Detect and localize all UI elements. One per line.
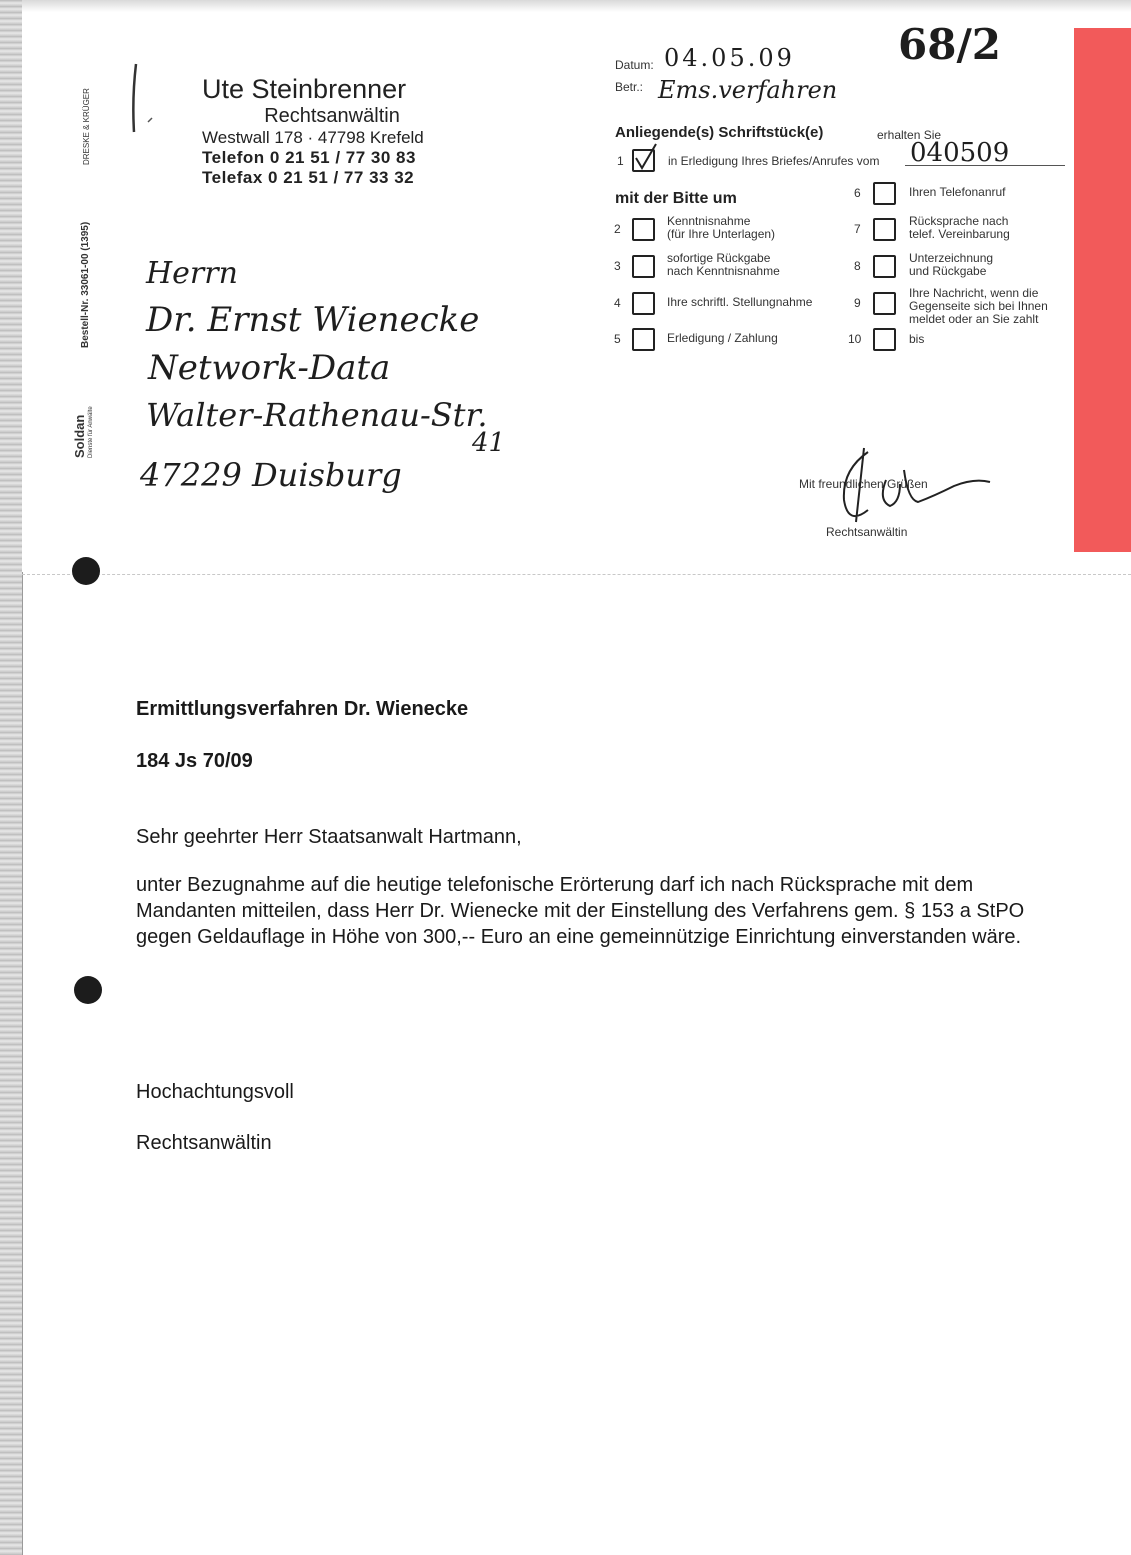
- item-9-text: Ihre Nachricht, wenn die Gegenseite sich bei Ihnen meldet oder an Sie zahlt: [909, 286, 1048, 326]
- recipient-salutation: Herrn: [146, 256, 238, 291]
- slip-role: Rechtsanwältin: [826, 525, 908, 539]
- item-8-text: Unterzeichnung und Rückgabe: [909, 251, 994, 278]
- item-8-number: 8: [854, 259, 861, 273]
- handwritten-signature: [834, 440, 1004, 530]
- sender-block: [202, 74, 462, 188]
- punch-hole-bottom: [74, 976, 102, 1004]
- letter-body: unter Bezugnahme auf die heutige telefonische Erörterung darf ich nach Rücksprache mit dem Mandanten mitteilen, dass Herr Dr. Wienecke mit der Einstellung des Verfahrens gem. § 153 a StPO gegen Geldauflage in Höhe von 300,-- Euro an eine gemeinnützige Einrichtung einverstanden wäre.: [136, 874, 1025, 948]
- item-4-checkbox[interactable]: [632, 292, 655, 315]
- request-label: mit der Bitte um: [615, 190, 737, 207]
- item-1-underline: [905, 165, 1065, 166]
- item-1-value: 040509: [910, 138, 1010, 168]
- item-5-text: Erledigung / Zahlung: [667, 331, 778, 345]
- scan-edge-top: [22, 0, 1131, 12]
- sender-address: Westwall 178 · 47798 Krefeld: [202, 128, 424, 147]
- item-3-number: 3: [614, 259, 621, 273]
- letter-closing: Hochachtungsvoll: [136, 1081, 294, 1103]
- item-5-checkbox[interactable]: [632, 328, 655, 351]
- item-5-number: 5: [614, 332, 621, 346]
- enclosed-suffix: erhalten Sie: [877, 128, 942, 142]
- item-10-number: 10: [848, 332, 862, 346]
- recipient-street: Walter-Rathenau-Str.: [146, 396, 488, 434]
- item-1-number: 1: [617, 154, 624, 168]
- letter-reference: 184 Js 70/09: [136, 750, 253, 772]
- item-1-checkmark: [630, 140, 660, 174]
- item-4-text: Ihre schriftl. Stellungnahme: [667, 295, 813, 309]
- letter-signature-role: Rechtsanwältin: [136, 1132, 272, 1154]
- item-4-number: 4: [614, 296, 621, 310]
- sender-name: Ute Steinbrenner: [202, 74, 407, 104]
- item-7-checkbox[interactable]: [873, 218, 896, 241]
- item-1-text: in Erledigung Ihres Briefes/Anrufes vom: [668, 154, 880, 168]
- enclosed-label: Anliegende(s) Schriftstück(e): [615, 124, 824, 141]
- date-value: 04.05.09: [664, 44, 795, 72]
- item-2-checkbox[interactable]: [632, 218, 655, 241]
- item-9-checkbox[interactable]: [873, 292, 896, 315]
- item-10-text: bis: [909, 332, 925, 346]
- item-7-number: 7: [854, 222, 861, 236]
- scan-edge: [0, 0, 23, 1555]
- pen-tick-mark: [118, 58, 158, 138]
- item-2-text: Kenntnisnahme (für Ihre Unterlagen): [667, 214, 776, 241]
- item-10-checkbox[interactable]: [873, 328, 896, 351]
- letter-salutation: Sehr geehrter Herr Staatsanwalt Hartmann,: [136, 826, 522, 848]
- order-number: Bestell-Nr. 33061-00 (1395): [80, 221, 91, 348]
- item-8-checkbox[interactable]: [873, 255, 896, 278]
- reference-value: Ems.verfahren: [658, 76, 838, 104]
- recipient-city: 47229 Duisburg: [140, 456, 402, 494]
- item-3-checkbox[interactable]: [632, 255, 655, 278]
- sender-title: Rechtsanwältin: [264, 105, 400, 127]
- recipient-name: Dr. Ernst Wienecke: [146, 300, 480, 340]
- item-9-number: 9: [854, 296, 861, 310]
- date-label: Datum:: [615, 58, 654, 72]
- corner-file-mark: 68/2: [898, 20, 1002, 69]
- brand-print: DRESKE & KRÜGER: [82, 88, 91, 165]
- slip-closing: Mit freundlichen Grüßen: [799, 477, 928, 491]
- item-6-text: Ihren Telefonanruf: [909, 185, 1006, 199]
- soldan-subtitle: Dienste für Anwälte: [88, 406, 94, 458]
- item-6-number: 6: [854, 186, 861, 200]
- sender-phone: Telefon 0 21 51 / 77 30 83: [202, 148, 416, 167]
- item-3-text: sofortige Rückgabe nach Kenntnisnahme: [667, 251, 780, 278]
- reference-label: Betr.:: [615, 80, 644, 94]
- soldan-logo: Soldan: [72, 414, 87, 458]
- red-tab: [1074, 28, 1131, 552]
- sender-fax: Telefax 0 21 51 / 77 33 32: [202, 168, 415, 187]
- fold-line: [22, 574, 1131, 575]
- punch-hole-top: [72, 557, 100, 585]
- letter-subject: Ermittlungsverfahren Dr. Wienecke: [136, 698, 469, 720]
- recipient-company: Network-Data: [148, 348, 391, 388]
- item-7-text: Rücksprache nach telef. Vereinbarung: [909, 214, 1010, 241]
- item-2-number: 2: [614, 222, 621, 236]
- recipient-house-number: 41: [472, 428, 506, 458]
- item-6-checkbox[interactable]: [873, 182, 896, 205]
